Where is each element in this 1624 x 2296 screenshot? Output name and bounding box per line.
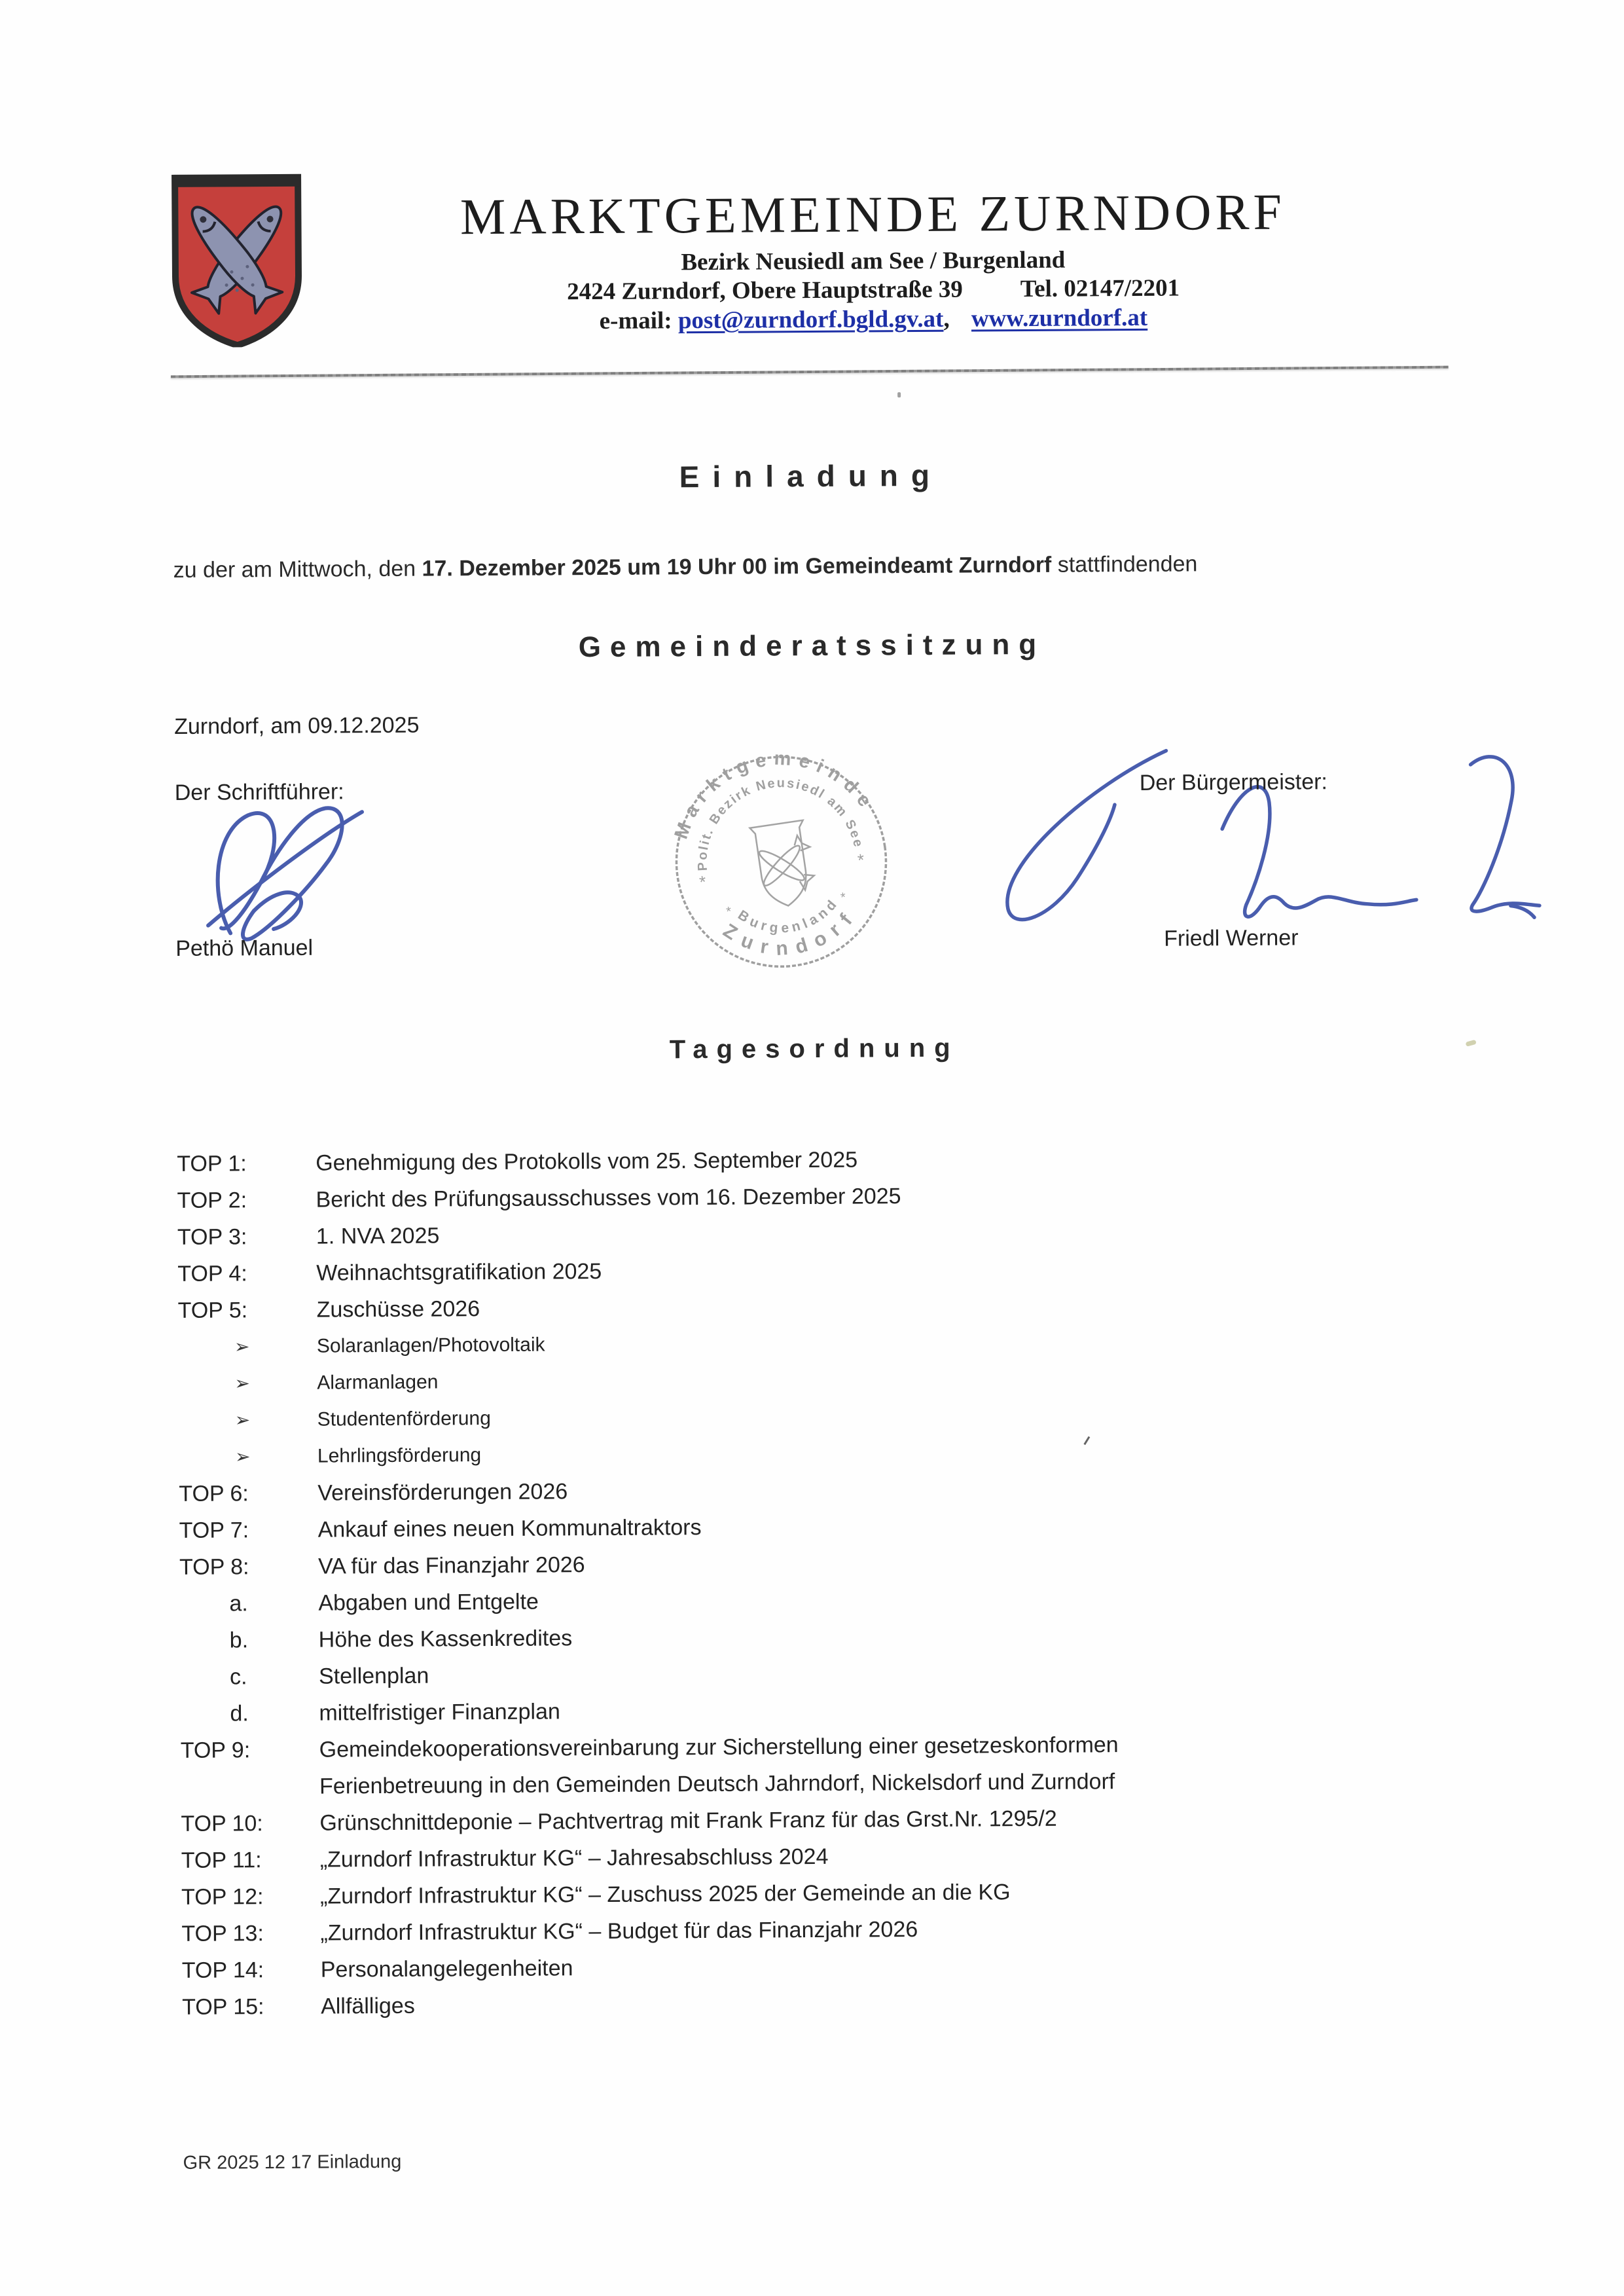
agenda-item-label: TOP 14: <box>181 1958 264 1983</box>
scan-artifact <box>897 392 901 397</box>
agenda-item-label: TOP 2: <box>177 1188 247 1213</box>
agenda-item-label: TOP 3: <box>177 1224 247 1250</box>
invitation-heading: Einladung <box>679 458 943 494</box>
website-link[interactable]: www.zurndorf.at <box>971 304 1148 333</box>
agenda-item-label: TOP 10: <box>181 1811 263 1836</box>
agenda-item-text: Lehrlingsförderung <box>317 1444 482 1467</box>
stamp-star-lower-right: * <box>839 890 847 905</box>
secretary-signature <box>190 790 408 955</box>
intro-suffix: stattfindenden <box>1051 551 1198 577</box>
agenda-item-label: c. <box>229 1664 247 1690</box>
org-address: 2424 Zurndorf, Obere Hauptstraße 39 <box>567 276 963 306</box>
agenda-item-text: „Zurndorf Infrastruktur KG“ – Zuschuss 2025 der Gemeinde an die KG <box>319 1880 1011 1909</box>
header-divider <box>171 366 1449 378</box>
agenda-item-label: TOP 4: <box>177 1261 247 1286</box>
stamp-star-left: * <box>698 871 708 892</box>
agenda-item-text: Studentenförderung <box>317 1408 491 1430</box>
mayor-name: Friedl Werner <box>1164 925 1299 951</box>
scan-artifact <box>1466 1040 1477 1047</box>
bullet-arrow-icon: ➢ <box>234 1446 251 1467</box>
agenda-item-text: Personalangelegenheiten <box>320 1956 573 1982</box>
email-link[interactable]: post@zurndorf.bgld.gv.at <box>677 305 944 335</box>
invitation-intro <box>173 550 1470 583</box>
agenda-item-label: TOP 8: <box>179 1554 249 1580</box>
agenda-item-text: Zuschüsse 2026 <box>316 1296 480 1322</box>
agenda-item-text: Ankauf eines neuen Kommunaltraktors <box>317 1515 702 1542</box>
org-phone: Tel. 02147/2201 <box>1020 274 1180 303</box>
stamp-arc-inner: Polit. Bezirk Neusiedl am See <box>695 776 866 871</box>
agenda-item-label: TOP 1: <box>177 1151 247 1176</box>
stamp-star-lower-left: * <box>725 904 733 920</box>
agenda-list <box>177 1139 1373 2026</box>
letterhead <box>297 183 1449 338</box>
stamp-arc-top: Marktgemeinde <box>670 748 880 842</box>
email-separator: , <box>943 305 950 333</box>
agenda-item-text: Grünschnittdeponie – Pachtvertrag mit Frank Franz für das Grst.Nr. 1295/2 <box>319 1806 1057 1836</box>
mayor-signature <box>947 737 1543 937</box>
agenda-item-text: Stellenplan <box>318 1663 429 1689</box>
agenda-item-text: Gemeindekooperationsvereinbarung zur Sicherstellung einer gesetzeskonformen Ferienbetreuung in den Gemeinden Deutsch Jahrndorf, Nickelsdorf und Zurndorf <box>319 1732 1119 1799</box>
agenda-item-label: TOP 5: <box>177 1298 248 1323</box>
agenda-item-label: b. <box>229 1628 249 1653</box>
agenda-item-label: a. <box>229 1591 248 1616</box>
agenda-item-text: Abgaben und Entgelte <box>318 1589 539 1616</box>
bullet-arrow-icon: ➢ <box>234 1410 251 1430</box>
org-title: MARKTGEMEINDE ZURNDORF <box>460 183 1286 246</box>
agenda-heading: Tagesordnung <box>669 1033 960 1065</box>
agenda-item-text: Solaranlagen/Photovoltaik <box>316 1334 545 1357</box>
agenda-item-text: Allfälliges <box>321 1993 415 2019</box>
email-label: e-mail: <box>599 307 672 335</box>
agenda-item-text: Alarmanlagen <box>317 1371 439 1394</box>
intro-prefix: zu der am Mittwoch, den <box>173 556 422 583</box>
bullet-arrow-icon: ➢ <box>234 1336 250 1357</box>
agenda-item-text: „Zurndorf Infrastruktur KG“ – Budget für das Finanzjahr 2026 <box>320 1917 918 1946</box>
agenda-item-label: TOP 11: <box>181 1848 262 1873</box>
bullet-arrow-icon: ➢ <box>234 1373 250 1394</box>
agenda-item-label: TOP 7: <box>179 1518 249 1543</box>
agenda-item-text: Genehmigung des Protokolls vom 25. September 2025 <box>316 1147 858 1176</box>
agenda-item-text: mittelfristiger Finanzplan <box>319 1699 560 1726</box>
meeting-type-heading: Gemeinderatssitzung <box>578 628 1046 664</box>
agenda-item-text: Höhe des Kassenkredites <box>318 1626 573 1652</box>
document-reference: GR 2025 12 17 Einladung <box>183 2151 402 2174</box>
agenda-item-text: VA für das Finanzjahr 2026 <box>317 1552 585 1579</box>
agenda-item-text: 1. NVA 2025 <box>316 1223 440 1249</box>
zurndorf-coat-of-arms-icon <box>171 173 303 348</box>
org-subtitle: Bezirk Neusiedl am See / Burgenland <box>681 246 1066 276</box>
intro-date-place: 17. Dezember 2025 um 19 Uhr 00 im Gemeindeamt Zurndorf <box>422 552 1052 581</box>
stamp-crest-icon <box>749 820 818 909</box>
municipal-stamp <box>651 731 912 993</box>
agenda-item-text: Bericht des Prüfungsausschusses vom 16. Dezember 2025 <box>316 1184 901 1212</box>
stamp-arc-burgenland: Burgenland <box>735 894 842 936</box>
agenda-item-label: TOP 13: <box>181 1921 264 1946</box>
place-date: Zurndorf, am 09.12.2025 <box>174 712 420 739</box>
agenda-item-label: TOP 12: <box>181 1884 264 1910</box>
stamp-star-right: * <box>856 849 866 871</box>
agenda-item-text: „Zurndorf Infrastruktur KG“ – Jahresabschluss 2024 <box>319 1844 829 1872</box>
agenda-item-label: d. <box>230 1701 249 1726</box>
agenda-item-text: Vereinsförderungen 2026 <box>317 1479 568 1506</box>
secretary-role-label: Der Schriftführer: <box>174 779 344 805</box>
agenda-item <box>182 1982 1373 2026</box>
agenda-item-label: TOP 6: <box>179 1481 249 1506</box>
mayor-role-label: Der Bürgermeister: <box>1139 769 1328 795</box>
stamp-arc-zurndorf: Zurndorf <box>719 903 863 960</box>
agenda-item <box>181 1725 1373 1806</box>
agenda-item-text: Weihnachtsgratifikation 2025 <box>316 1258 602 1286</box>
org-contact-line <box>297 301 1449 338</box>
agenda-item-label: TOP 9: <box>180 1738 251 1763</box>
agenda-item-label: TOP 15: <box>182 1994 264 2020</box>
secretary-name: Pethö Manuel <box>175 935 314 961</box>
